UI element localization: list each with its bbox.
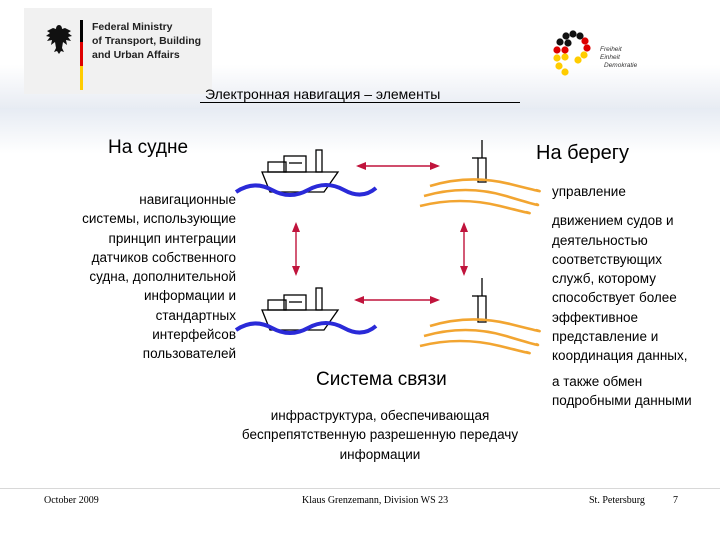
shore-line [430, 179, 540, 191]
footer-place: St. Petersburg [589, 495, 645, 506]
shore-beacon-icon [472, 140, 486, 182]
ashore-line: эффективное [552, 309, 639, 325]
ashore-line: а также обмен [552, 374, 643, 389]
ashore-title: На берегу [536, 142, 630, 164]
communication-line: инфраструктура, обеспечивающая [270, 408, 490, 423]
shore-line [420, 201, 530, 213]
partner-logo-line: Einheit [600, 54, 620, 61]
ashore-description [552, 182, 718, 366]
footer-divider [0, 488, 720, 489]
communication-title: Система связи [316, 369, 447, 390]
page-number: 7 [673, 495, 678, 506]
ashore-line: движением судов и [552, 213, 674, 229]
sea-wave [236, 185, 376, 195]
communication-line: информации [339, 446, 421, 462]
footer-date: October 2009 [44, 495, 99, 506]
shore-line [430, 319, 540, 331]
ashore-line: способствует более [552, 290, 677, 306]
onboard-line: системы, использующие [82, 211, 236, 227]
shore-line [420, 341, 530, 353]
sea-wave [236, 323, 376, 333]
ashore-line: подробными данными [552, 393, 692, 409]
onboard-line: интерфейсов [152, 327, 236, 343]
ministry-line: of Transport, Building [92, 35, 202, 47]
ashore-line: соответствующих [552, 251, 662, 267]
onboard-description [22, 190, 236, 364]
onboard-line: информации и [143, 288, 236, 304]
ministry-line: Federal Ministry [92, 21, 173, 33]
ashore-line: служб, которому [552, 271, 656, 287]
onboard-line: навигационные [139, 192, 236, 207]
ashore-line: деятельностью [552, 232, 648, 248]
onboard-line: стандартных [155, 307, 236, 323]
onboard-title: На судне [108, 137, 189, 158]
onboard-line: датчиков собственного [91, 249, 236, 265]
partner-logo-line: Demokratie [604, 62, 638, 69]
communication-line: беспрепятственную разрешенную передачу [241, 427, 519, 443]
footer-author: Klaus Grenzemann, Division WS 23 [302, 495, 449, 506]
ministry-line: and Urban Affairs [92, 49, 180, 61]
ashore-line: представление и [552, 329, 659, 345]
onboard-line: пользователей [142, 346, 236, 362]
ashore-line: управление [552, 184, 626, 199]
ashore-description-tail [552, 372, 720, 411]
communication-description [210, 406, 550, 464]
slide-title: Электронная навигация – элементы [205, 86, 441, 102]
onboard-line: принцип интеграции [108, 230, 236, 246]
partner-logo-line: Freiheit [600, 46, 622, 53]
ashore-line: координация данных, [552, 348, 688, 364]
onboard-line: судна, дополнительной [89, 269, 236, 285]
shore-beacon-icon [472, 278, 486, 322]
